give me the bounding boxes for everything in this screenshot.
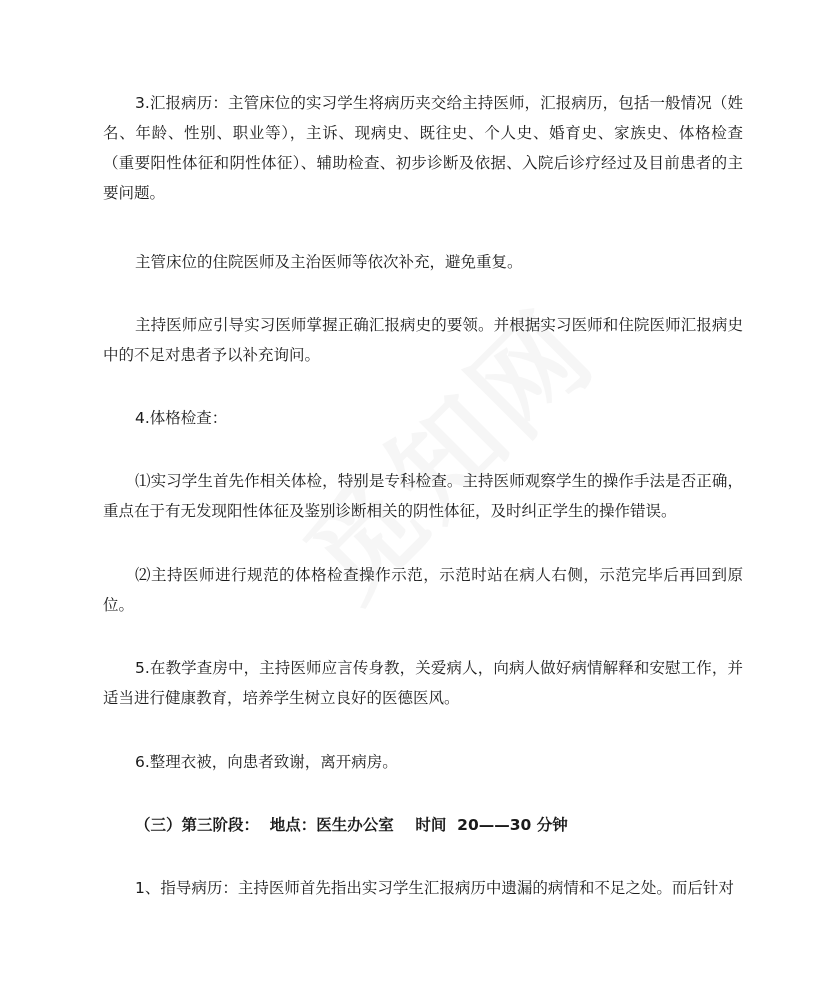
paragraph-exam-step-2: ⑵主持医师进行规范的体格检查操作示范，示范时站在病人右侧，示范完毕后再回到原位。 [103,566,743,614]
paragraph-physical-exam-heading: 4.体格检查： [135,409,228,427]
paragraph-supplement: 主管床位的住院医师及主治医师等依次补充，避免重复。 [135,253,523,271]
paragraph-report-history: 3.汇报病历：主管床位的实习学生将病历夹交给主持医师，汇报病历，包括一般情况（姓名、年龄、性别、职业等），主诉、现病史、既往史、个人史、婚育史、家族史、体格检查（重要阳性体征和阴性体征）、辅助检查、初步诊断及依据、入院后诊疗经过及目前患者的主要问题。 [103,94,743,202]
paragraph-teaching: 5.在教学查房中，主持医师应言传身教，关爱病人，向病人做好病情解释和安慰工作，并适当进行健康教育，培养学生树立良好的医德医风。 [103,659,743,707]
paragraph-tidy-up: 6.整理衣被，向患者致谢，离开病房。 [135,753,398,771]
paragraph-guide: 主持医师应引导实习医师掌握正确汇报病史的要领。并根据实习医师和住院医师汇报病史中的不足对患者予以补充询问。 [103,316,743,364]
section-heading-stage-3: （三）第三阶段： 地点：医生办公室 时间 20——30 分钟 [135,816,568,834]
paragraph-exam-step-1: ⑴实习学生首先作相关体检，特别是专科检查。主持医师观察学生的操作手法是否正确，重点在于有无发现阳性体征及鉴别诊断相关的阴性体征，及时纠正学生的操作错误。 [103,472,743,520]
paragraph-guide-records: 1、指导病历：主持医师首先指出实习学生汇报病历中遗漏的病情和不足之处。而后针对 [135,879,734,897]
